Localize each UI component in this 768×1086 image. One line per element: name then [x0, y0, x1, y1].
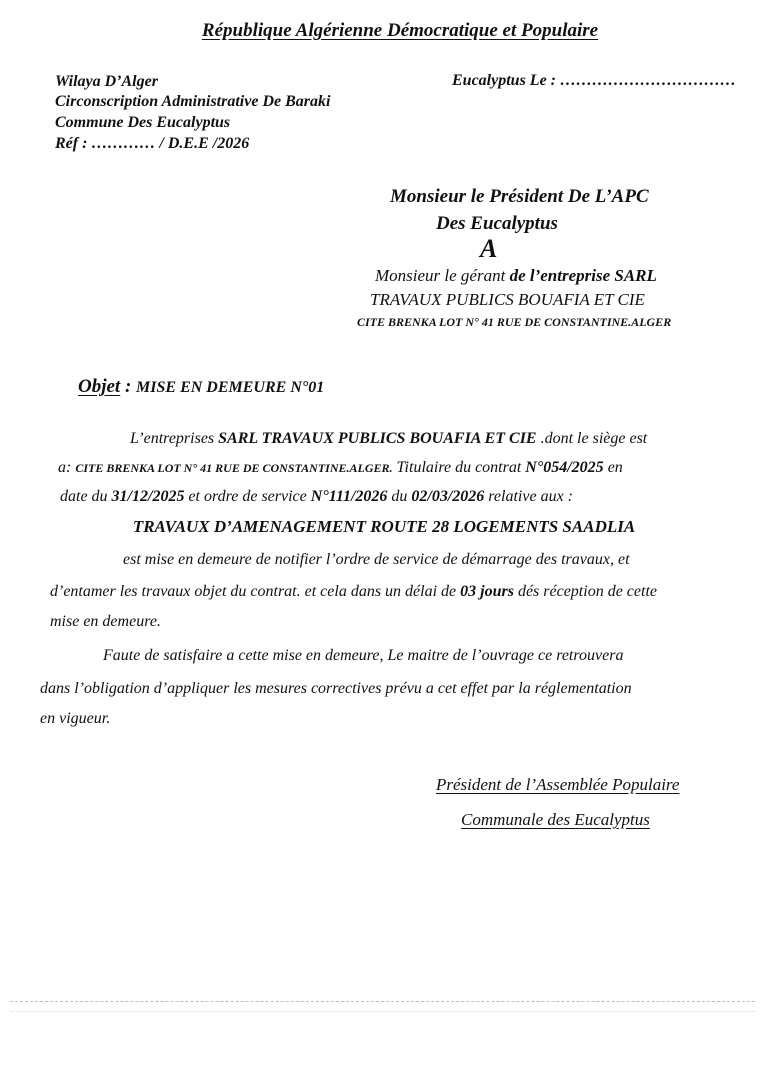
deadline-text: 03 jours — [460, 583, 514, 600]
subject-line — [78, 376, 324, 398]
recipient-company: TRAVAUX PUBLICS BOUAFIA ET CIE — [370, 290, 645, 309]
body-text: relative aux : — [484, 488, 573, 505]
wilaya-line: Wilaya D’Alger — [55, 73, 158, 90]
company-name-text: SARL TRAVAUX PUBLICS BOUAFIA ET CIE — [218, 430, 541, 447]
body-line-10: en vigueur. — [40, 710, 111, 727]
service-order-date: 02/03/2026 — [411, 488, 485, 505]
body-text: Titulaire du contrat — [392, 459, 526, 476]
recipient-address: CITE BRENKA LOT N° 41 RUE DE CONSTANTINE.ALGER — [357, 315, 672, 329]
body-text: dés réception de cette — [513, 583, 657, 600]
body-line-9: dans l’obligation d’appliquer les mesures correctives prévu a cet effet par la réglementation — [40, 680, 632, 697]
body-line-5: est mise en demeure de notifier l’ordre de service de démarrage des travaux, et — [123, 551, 630, 568]
document-title: République Algérienne Démocratique et Populaire — [201, 20, 599, 41]
sender-title: Monsieur le Président De L’APC — [390, 186, 649, 207]
footer-divider — [10, 1011, 755, 1012]
works-title: TRAVAUX D’AMENAGEMENT ROUTE 28 LOGEMENTS SAADLIA — [132, 517, 636, 536]
service-order-number: N°111/2026 — [310, 488, 388, 505]
body-line-3 — [60, 486, 573, 508]
recipient-line — [375, 266, 657, 286]
sender-commune: Des Eucalyptus — [436, 213, 558, 234]
recipient-prefix: Monsieur le gérant — [375, 266, 510, 285]
subject-text: MISE EN DEMEURE N°01 — [136, 379, 325, 396]
reference-line: Réf : ………… / D.E.E /2026 — [55, 135, 250, 152]
body-text: et ordre de service — [184, 488, 311, 505]
body-line-8: Faute de satisfaire a cette mise en demeure, Le maitre de l’ouvrage ce retrouvera — [103, 647, 624, 664]
circonscription-line: Circonscription Administrative De Baraki — [55, 93, 331, 110]
signature-title-2: Communale des Eucalyptus — [461, 810, 650, 829]
body-text: en — [603, 459, 623, 476]
body-text: du — [387, 488, 412, 505]
body-text: a: — [58, 459, 76, 476]
subject-colon: : — [120, 376, 137, 397]
contract-number: N°054/2025 — [525, 459, 604, 476]
footer-divider — [10, 1001, 755, 1002]
body-text: L’entreprises — [130, 430, 219, 447]
contract-date: 31/12/2025 — [111, 488, 185, 505]
body-line-6 — [50, 581, 657, 603]
addressee-marker: A — [480, 234, 498, 263]
company-address-text: CITE BRENKA LOT N° 41 RUE DE CONSTANTINE.ALGER. — [75, 461, 393, 475]
place-date-line: Eucalyptus Le : …………………………… — [452, 72, 736, 89]
body-line-2 — [58, 457, 623, 479]
body-line-7: mise en demeure. — [50, 613, 161, 630]
signature-title-1: Président de l’Assemblée Populaire — [436, 775, 680, 794]
body-text: date du — [60, 488, 112, 505]
body-text: d’entamer les travaux objet du contrat. et cela dans un délai de — [50, 583, 461, 600]
body-text: .dont le siège est — [540, 430, 648, 447]
body-line-1 — [130, 428, 647, 450]
subject-label: Objet — [78, 376, 121, 397]
recipient-company-type: de l’entreprise SARL — [509, 266, 657, 285]
commune-line: Commune Des Eucalyptus — [55, 114, 231, 131]
